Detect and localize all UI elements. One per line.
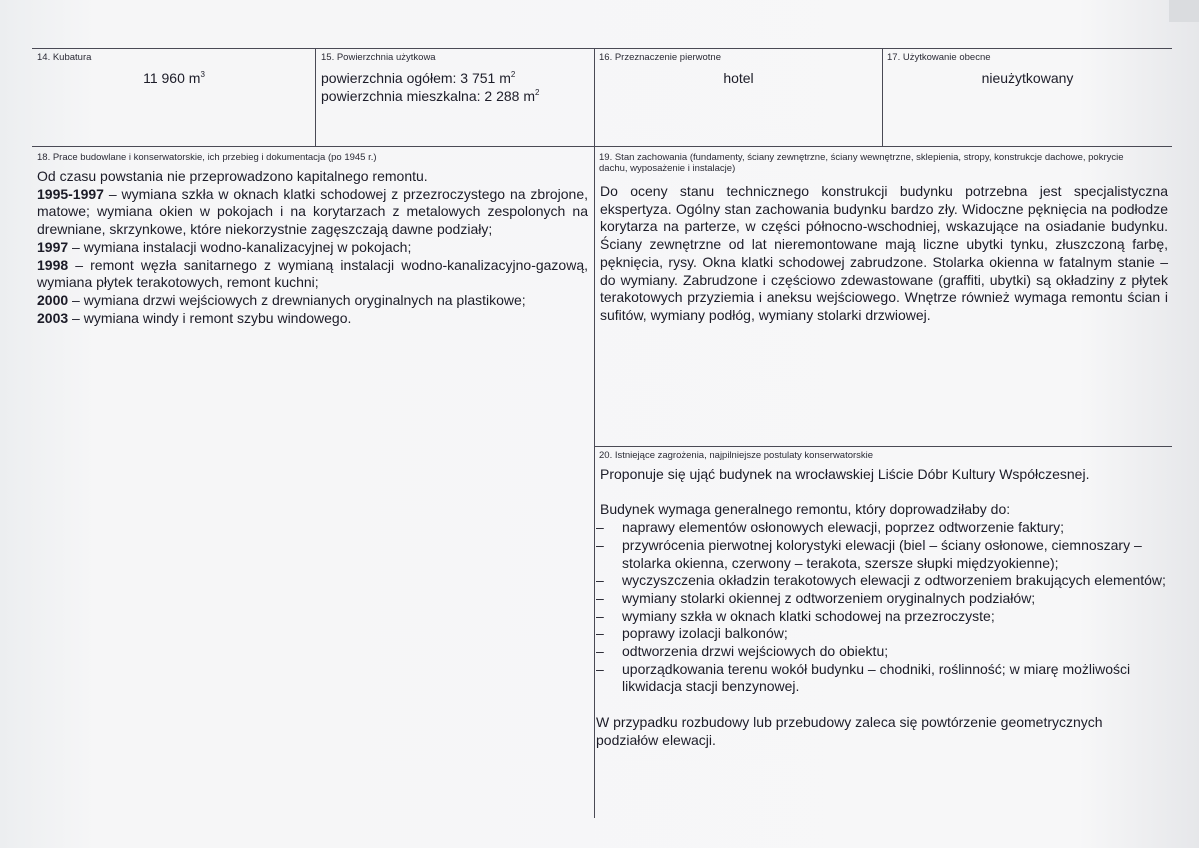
page-corner [1169,0,1199,22]
prace-entry: 2003 – wymiana windy i remont szybu windowego. [37,309,352,326]
zagrozenia-remont-intro: Budynek wymaga generalnego remontu, który doprowadziłaby do: [600,501,1011,518]
przeznaczenie-value: hotel [723,70,754,86]
prace-entry: 2000 – wymiana drzwi wejściowych z drewnianych oryginalnych na plastikowe; [37,291,526,308]
divider-col3 [882,48,883,146]
zagrozenia-text [596,466,1168,749]
divider-row2 [32,146,1172,147]
divider-top [32,48,1172,49]
powierzchnia-ogolem: powierzchnia ogółem: 3 751 $m^2$ [321,70,516,86]
kubatura-label: 14. Kubatura [37,52,92,63]
powierzchnia-mieszkalna: powierzchnia mieszkalna: 2 288 $m^2$ [321,88,540,104]
prace-text [37,168,588,327]
zagrozenia-lista-dobr: Proponuje się ująć budynek na wrocławskiej Liście Dóbr Kultury Współczesnej. [600,466,1090,482]
list-item: – poprawy izolacji balkonów; [596,625,788,642]
list-item: – naprawy elementów osłonowych elewacji, poprzez odtworzenie faktury; [596,519,1064,536]
list-item: – wyczyszczenia okładzin terakotowych elewacji z odtworzeniem brakujących elementów; [596,572,1166,589]
stan-text: Do oceny stanu technicznego konstrukcji budynku potrzebna jest specjalistyczna ekspertyza. Ogólny stan zachowania budynku bardzo zły. Widoczne pęknięcia na podłodze korytarza na parterze, w części północno-wschodniej, wskazujące na osiadanie budynku. Ściany zewnętrzne od lat nieremontowane mają liczne ubytki tynku, złuszczoną farbę, pęknięcia, rysy. Okna klatki schodowej zabrudzone. Stolarka okienna w fatalnym stanie – do wymiany. Zabrudzone i częściowo zdewastowane (graffiti, ubytki) są okładziny z płytek terakotowych przyziemia i aneksu wejściowego. Wnętrze również wymaga remontu ścian i sufitów, wymiany podłóg, wymiany stolarki drzwiowej. [600,183,1168,323]
uzytkowanie-value: nieużytkowany [981,70,1074,86]
prace-entry: 1997 – wymiana instalacji wodno-kanalizacyjnej w pokojach; [37,238,412,255]
uzytkowanie-label: 17. Użytkowanie obecne [887,52,991,63]
divider-col2 [594,48,595,818]
list-item: – wymiany stolarki okiennej z odtworzeniem oryginalnych podziałów; [596,589,1036,606]
stan-label: 19. Stan zachowania (fundamenty, ściany zewnętrzne, ściany wewnętrzne, sklepienia, stropy, konstrukcje dachowe, pokrycie dachu, wyposażenie i instalacje) [599,152,1124,174]
prace-intro: Od czasu powstania nie przeprowadzono kapitalnego remontu. [37,168,428,184]
divider-section20 [594,446,1172,447]
list-item: – przywrócenia pierwotnej kolorystyki elewacji (biel – ściany osłonowe, ciemnoszary – stolarka okienna, czerwony – terakota, szersze słupki międzyokienne); [596,536,1142,571]
zagrozenia-rozbudowa: W przypadku rozbudowy lub przebudowy zaleca się powtórzenie geometrycznych podziałów elewacji. [596,713,1103,748]
prace-label: 18. Prace budowlane i konserwatorskie, ich przebieg i dokumentacja (po 1945 r.) [37,152,377,163]
zagrozenia-label: 20. Istniejące zagrożenia, najpilniejsze postulaty konserwatorskie [599,450,874,461]
prace-entry: 1998 – remont węzła sanitarnego z wymianą instalacji wodno-kanalizacyjno-gazową, wymiana płytek terakotowych, remont kuchni; [37,256,588,291]
prace-entry: 1995-1997 – wymiana szkła w oknach klatki schodowej z przezroczystego na zbrojone, matowe; wymiana okien w pokojach i na korytarzach z metalowych zespolonych na drewniane, skrzynkowe, które niekorzystnie zagęszczają dawne podziały; [37,185,588,238]
list-item: – odtworzenia drzwi wejściowych do obiektu; [596,643,889,660]
divider-col1 [315,48,316,146]
powierzchnia-label: 15. Powierzchnia użytkowa [321,52,436,63]
list-item: – uporządkowania terenu wokół budynku – chodniki, roślinność; w miarę możliwości likwidacja stacji benzynowej. [596,660,1131,695]
postulaty-list [596,519,1168,696]
przeznaczenie-label: 16. Przeznaczenie pierwotne [599,52,721,63]
list-item: – wymiany szkła w oknach klatki schodowej na przezroczyste; [596,607,995,624]
kubatura-value: 11 960 $m^3$ [143,70,205,86]
